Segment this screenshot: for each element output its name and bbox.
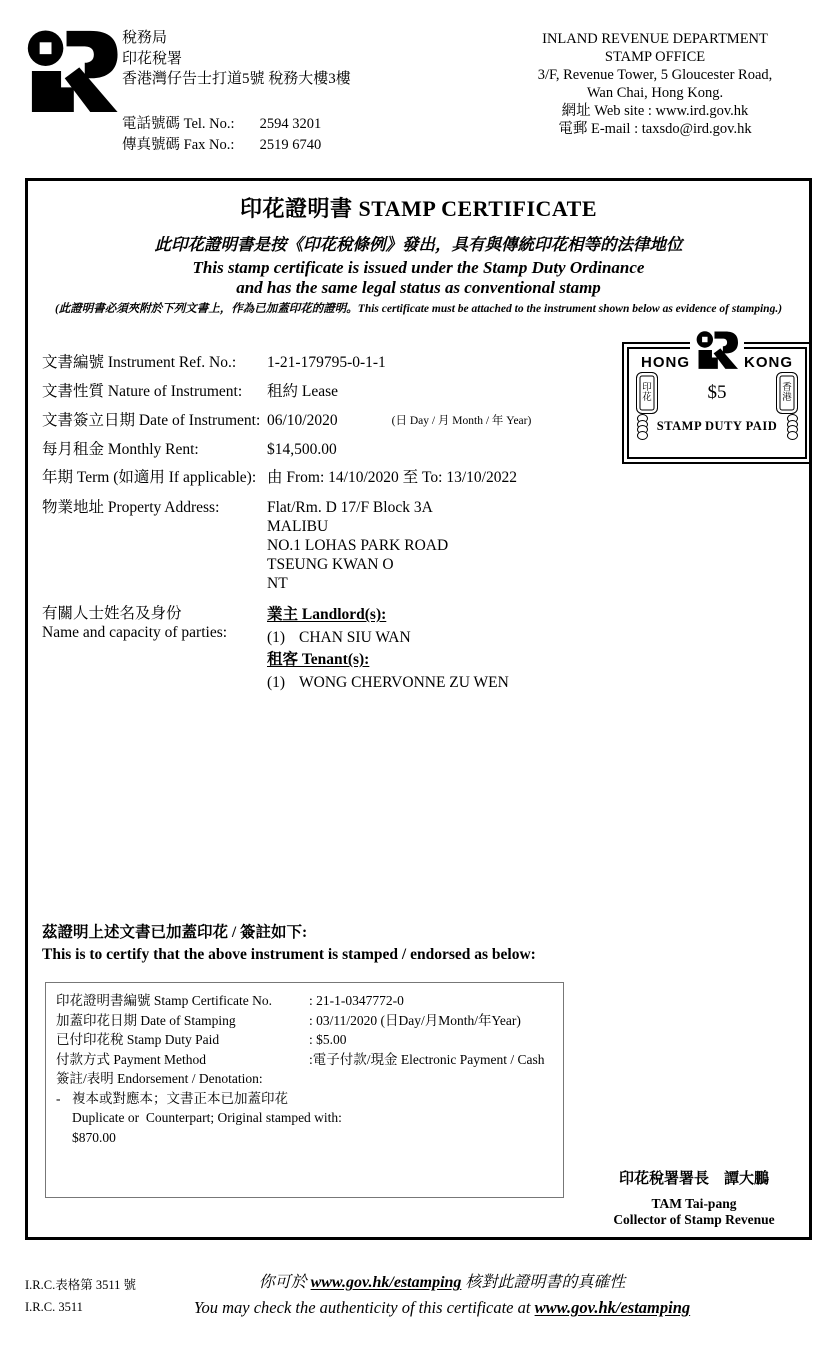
- estamping-link-en[interactable]: www.gov.hk/estamping: [534, 1298, 691, 1317]
- authenticity-en-pre: You may check the authenticity of this certificate at: [193, 1298, 535, 1317]
- chop-right-coil-icon: [785, 414, 799, 440]
- rent-value: $14,500.00: [267, 441, 337, 458]
- ird-logo-icon: [26, 30, 118, 112]
- landlord-heading: 業主 Landlord(s):: [267, 606, 387, 623]
- tel-label: 電話號碼 Tel. No.:: [122, 116, 235, 132]
- endorsement-dash: -: [56, 1090, 61, 1106]
- chop-amount: $5: [707, 382, 727, 403]
- office-name-cn: 印花稅署: [122, 50, 183, 67]
- certificate-title: 印花證明書 STAMP CERTIFICATE: [239, 196, 598, 221]
- collector-title-cn: 印花稅署署長 譚大鵬: [618, 1171, 769, 1187]
- dept-name-en: INLAND REVENUE DEPARTMENT: [542, 31, 768, 47]
- parties-value: [267, 604, 509, 694]
- detail-row-duty-paid: [56, 1030, 553, 1050]
- landlord-item-number: (1): [267, 628, 286, 646]
- parties-label-cn: 有關人士姓名及身份: [42, 605, 182, 622]
- email-line: 電郵 E-mail : taxsdo@ird.gov.hk: [558, 121, 752, 137]
- estamping-link-cn[interactable]: www.gov.hk/estamping: [310, 1274, 462, 1291]
- certify-en: This is to certify that the above instrument is stamped / endorsed as below:: [42, 946, 536, 963]
- payment-method-value: :電子付款/現金 Electronic Payment / Cash: [309, 1051, 545, 1067]
- endorsement-body: [72, 1089, 342, 1148]
- endorsement-item: [56, 1089, 553, 1148]
- fax-label: 傳真號碼 Fax No.:: [122, 137, 235, 153]
- authenticity-line-cn: [70, 1270, 814, 1295]
- detail-row-date-of-stamping: [56, 1011, 553, 1031]
- attachment-note: (此證明書必須夾附於下列文書上，作為已加蓋印花的證明。This certificate must be attached to the instrument shown below as evidence of stamping.): [54, 303, 783, 315]
- certify-cn: 茲證明上述文書已加蓋印花 / 簽註如下:: [42, 924, 308, 941]
- certificate-no-value: : 21-1-0347772-0: [309, 993, 404, 1008]
- chop-kong-text: KONG: [744, 354, 793, 371]
- chop-left-seal: [636, 372, 658, 414]
- authenticity-cn-pre: 你可於: [258, 1274, 311, 1291]
- instrument-ref-value: 1-21-179795-0-1-1: [267, 354, 386, 371]
- ird-logo-small-icon: [696, 331, 738, 369]
- office-address-cn: 香港灣仔告士打道5號 稅務大樓3樓: [122, 71, 351, 87]
- tenant-item-number: (1): [267, 673, 286, 691]
- detail-row-certificate-no: [56, 991, 553, 1011]
- detail-row-payment-method: [56, 1050, 553, 1070]
- department-address-en: [516, 30, 794, 138]
- subtitle-en-1: This stamp certificate is issued under the Stamp Duty Ordinance: [192, 258, 645, 277]
- chop-caption: STAMP DUTY PAID: [656, 419, 778, 434]
- date-value: 06/10/2020: [267, 412, 338, 429]
- address-line: MALIBU: [267, 518, 329, 535]
- chop-hong-text: HONG: [641, 354, 690, 371]
- fax-row: [122, 135, 321, 156]
- tenant-item: [267, 672, 509, 695]
- tel-row: [122, 114, 321, 135]
- signature-block: [573, 1169, 815, 1228]
- duty-paid-label: 已付印花稅 Stamp Duty Paid: [56, 1032, 220, 1047]
- authenticity-cn-post: 核對此證明書的真確性: [465, 1274, 626, 1291]
- chop-inner-frame: [627, 347, 807, 459]
- payment-method-label: 付款方式 Payment Method: [56, 1051, 206, 1067]
- stamping-details-box: [45, 982, 564, 1198]
- subtitle-cn: 此印花證明書是按《印花稅條例》發出，具有與傳統印花相等的法律地位: [154, 235, 683, 254]
- date-of-stamping-value: : 03/11/2020 (日Day/月Month/年Year): [309, 1012, 521, 1028]
- date-format-note: (日 Day / 月 Month / 年 Year): [391, 415, 532, 427]
- chop-left-coil-icon: [635, 414, 649, 440]
- collector-name: TAM Tai-pang: [651, 1196, 737, 1211]
- form-number-en: I.R.C. 3511: [25, 1300, 83, 1314]
- endorsement-amount: $870.00: [72, 1129, 116, 1145]
- stamp-duty-paid-chop: [622, 342, 812, 464]
- chop-amount-row: [629, 371, 805, 414]
- parties-label-en: Name and capacity of parties:: [42, 624, 228, 641]
- address-value: [267, 498, 448, 593]
- address-line: NT: [267, 575, 288, 592]
- title-block: [28, 181, 809, 316]
- landlord-name: CHAN SIU WAN: [299, 628, 411, 646]
- term-label: 年期 Term (如適用 If applicable):: [42, 469, 257, 486]
- instrument-ref-label: 文書編號 Instrument Ref. No.:: [42, 354, 237, 371]
- chop-right-seal-char: 港: [782, 393, 792, 403]
- office-address-en-2: Wan Chai, Hong Kong.: [586, 85, 724, 101]
- field-parties: [42, 604, 799, 694]
- term-value: 由 From: 14/10/2020 至 To: 13/10/2022: [267, 469, 517, 486]
- field-property-address: [42, 498, 799, 593]
- tenant-heading: 租客 Tenant(s):: [267, 651, 370, 668]
- department-address-cn: [122, 28, 351, 90]
- chop-right-seal-char: 香: [782, 382, 792, 393]
- tel-number: 2594 3201: [259, 116, 322, 132]
- nature-value: 租約 Lease: [267, 383, 339, 400]
- address-label: 物業地址 Property Address:: [42, 499, 220, 516]
- endorsement-en: Duplicate or Counterpart; Original stamped with:: [72, 1110, 342, 1125]
- website-line: 網址 Web site : www.ird.gov.hk: [561, 103, 749, 119]
- certificate-box: [25, 178, 812, 1240]
- office-address-en-1: 3/F, Revenue Tower, 5 Gloucester Road,: [537, 67, 773, 83]
- chop-left-seal-char: 花: [642, 393, 652, 403]
- tenant-name: WONG CHERVONNE ZU WEN: [299, 673, 509, 691]
- duty-paid-value: : $5.00: [309, 1032, 347, 1047]
- endorsement-label: 簽註/表明 Endorsement / Denotation:: [56, 1071, 263, 1086]
- fax-number: 2519 6740: [259, 137, 322, 153]
- chop-left-seal-char: 印: [642, 382, 652, 393]
- authenticity-check-block: [70, 1270, 814, 1320]
- rent-label: 每月租金 Monthly Rent:: [42, 441, 199, 458]
- landlord-item: [267, 627, 509, 650]
- office-name-en: STAMP OFFICE: [604, 49, 706, 65]
- date-label: 文書簽立日期 Date of Instrument:: [42, 412, 261, 429]
- field-term: [42, 468, 799, 488]
- chop-caption-row: [629, 414, 805, 443]
- endorsement-cn: 複本或對應本；文書正本已加蓋印花: [72, 1090, 288, 1106]
- form-number-cn: I.R.C.表格第 3511 號: [25, 1278, 136, 1292]
- certify-statement: [42, 922, 536, 966]
- parties-label: [42, 604, 267, 694]
- chop-logo-holder: [690, 331, 744, 369]
- chop-right-seal: [776, 372, 798, 414]
- subtitle-en-2: and has the same legal status as conventional stamp: [236, 278, 601, 297]
- nature-label: 文書性質 Nature of Instrument:: [42, 383, 243, 400]
- address-line: TSEUNG KWAN O: [267, 556, 394, 573]
- address-line: Flat/Rm. D 17/F Block 3A: [267, 499, 433, 516]
- contact-block: [122, 114, 321, 156]
- dept-name-cn: 稅務局: [122, 30, 168, 46]
- authenticity-line-en: [70, 1295, 814, 1320]
- collector-title-en: Collector of Stamp Revenue: [613, 1212, 775, 1227]
- address-line: NO.1 LOHAS PARK ROAD: [267, 537, 449, 554]
- certificate-no-label: 印花證明書編號 Stamp Certificate No.: [56, 993, 272, 1008]
- date-of-stamping-label: 加蓋印花日期 Date of Stamping: [56, 1012, 236, 1028]
